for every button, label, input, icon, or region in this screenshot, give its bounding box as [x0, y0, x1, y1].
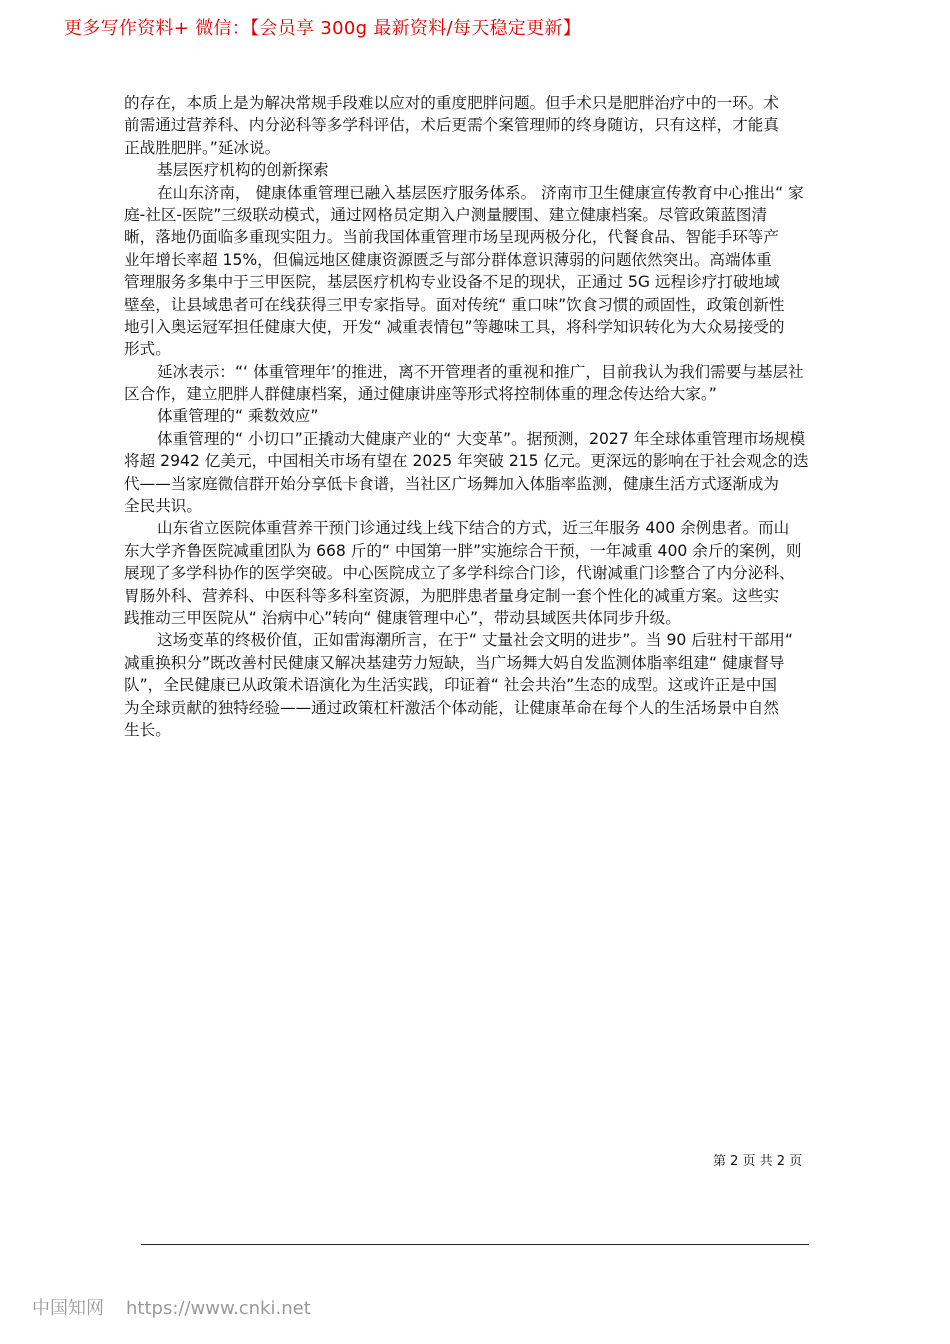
text-line: 前需通过营养科、内分泌科等多学科评估，术后更需个案管理师的终身随访，只有这样，才能真 [124, 116, 779, 135]
text-line: 正战胜肥胖。”延冰说。 [124, 138, 281, 157]
section-heading [124, 159, 834, 181]
text-line: 延冰表示：“‘ 体重管理年’的推进，离不开管理者的重视和推广，目前我认为我们需要与基层社 [157, 362, 804, 381]
text-line: 形式。 [124, 340, 171, 359]
text-line: 这场变革的终极价值，正如雷海潮所言，在于“ 丈量社会文明的进步”。当 90 后驻村干部用“ [157, 631, 793, 650]
text-line: 的存在，本质上是为解决常规手段难以应对的重度肥胖问题。但手术只是肥胖治疗中的一环。术 [124, 94, 779, 112]
footer-watermark [32, 1294, 333, 1320]
text-line: 东大学齐鲁医院减重团队为 668 斤的“ 中国第一胖”实施综合干预，一年减重 400 余斤的案例，则 [124, 541, 802, 560]
text-line: 庭-社区-医院”三级联动模式，通过网格员定期入户测量腰围、建立健康档案。尽管政策蓝图清 [124, 205, 768, 224]
paragraph [124, 361, 834, 406]
text-line: 代——当家庭微信群开始分享低卡食谱，当社区广场舞加入体脂率监测，健康生活方式逐渐成为 [124, 474, 779, 493]
text-line: 践推动三甲医院从“ 治病中心”转向“ 健康管理中心”，带动县域医共体同步升级。 [124, 608, 681, 627]
text-line: 地引入奥运冠军担任健康大使，开发“ 减重表情包”等趣味工具，将科学知识转化为大众易接受的 [124, 317, 785, 336]
text-line: 队”，全民健康已从政策术语演化为生活实践，印证着“ 社会共治”生态的成型。这或许正是中国 [124, 676, 777, 695]
text-line: 业年增长率超 15%，但偏远地区健康资源匮乏与部分群体意识薄弱的问题依然突出。高端体重 [124, 250, 772, 269]
document-body [124, 92, 834, 741]
text-line: 展现了多学科协作的医学突破。中心医院成立了多学科综合门诊，代谢减重门诊整合了内分泌科、 [124, 564, 795, 583]
footer-divider [141, 1244, 809, 1245]
text-line: 壁垒，让县域患者可在线获得三甲专家指导。面对传统“ 重口味”饮食习惯的顽固性，政策创新性 [124, 295, 785, 314]
paragraph [124, 629, 834, 741]
text-line: 将超 2942 亿美元，中国相关市场有望在 2025 年突破 215 亿元。更深远的影响在于社会观念的迭 [124, 452, 809, 471]
text-line: 区合作，建立肥胖人群健康档案，通过健康讲座等形式将控制体重的理念传达给大家。” [124, 385, 717, 404]
paragraph [124, 92, 834, 159]
site-name: 中国知网 [32, 1298, 104, 1319]
text-line: 基层医疗机构的创新探索 [157, 161, 329, 180]
text-line: 为全球贡献的独特经验——通过政策杠杆激活个体动能，让健康革命在每个人的生活场景中自然 [124, 698, 779, 717]
text-line: 全民共识。 [124, 497, 202, 516]
text-line: 管理服务多集中于三甲医院，基层医疗机构专业设备不足的现状，正通过 5G 远程诊疗打破地域 [124, 273, 780, 292]
text-line: 生长。 [124, 720, 171, 739]
paragraph [124, 182, 834, 361]
text-line: 胃肠外科、营养科、中医科等多科室资源，为肥胖患者量身定制一套个性化的减重方案。这些实 [124, 586, 779, 605]
text-line: 山东省立医院体重营养干预门诊通过线上线下结合的方式，近三年服务 400 余例患者。而山 [157, 519, 790, 538]
section-heading [124, 405, 834, 427]
text-line: 在山东济南， 健康体重管理已融入基层医疗服务体系。 济南市卫生健康宣传教育中心推出“ 家 [157, 183, 804, 202]
site-url: https://www.cnki.net [126, 1298, 311, 1319]
text-line: 减重换积分”既改善村民健康又解决基建劳力短缺，当广场舞大妈自发监测体脂率组建“ 健康督导 [124, 653, 785, 672]
text-line: 体重管理的“ 乘数效应” [157, 407, 319, 426]
paragraph [124, 428, 834, 518]
paragraph [124, 517, 834, 629]
promo-banner: 更多写作资料+ 微信：【会员享 300g 最新资料/每天稳定更新】 [64, 18, 581, 39]
page-number: 第 2 页 共 2 页 [713, 1154, 803, 1169]
text-line: 晰，落地仍面临多重现实阻力。当前我国体重管理市场呈现两极分化，代餐食品、智能手环等产 [124, 228, 779, 247]
text-line: 体重管理的“ 小切口”正撬动大健康产业的“ 大变革”。据预测，2027 年全球体重管理市场规模 [157, 429, 806, 448]
